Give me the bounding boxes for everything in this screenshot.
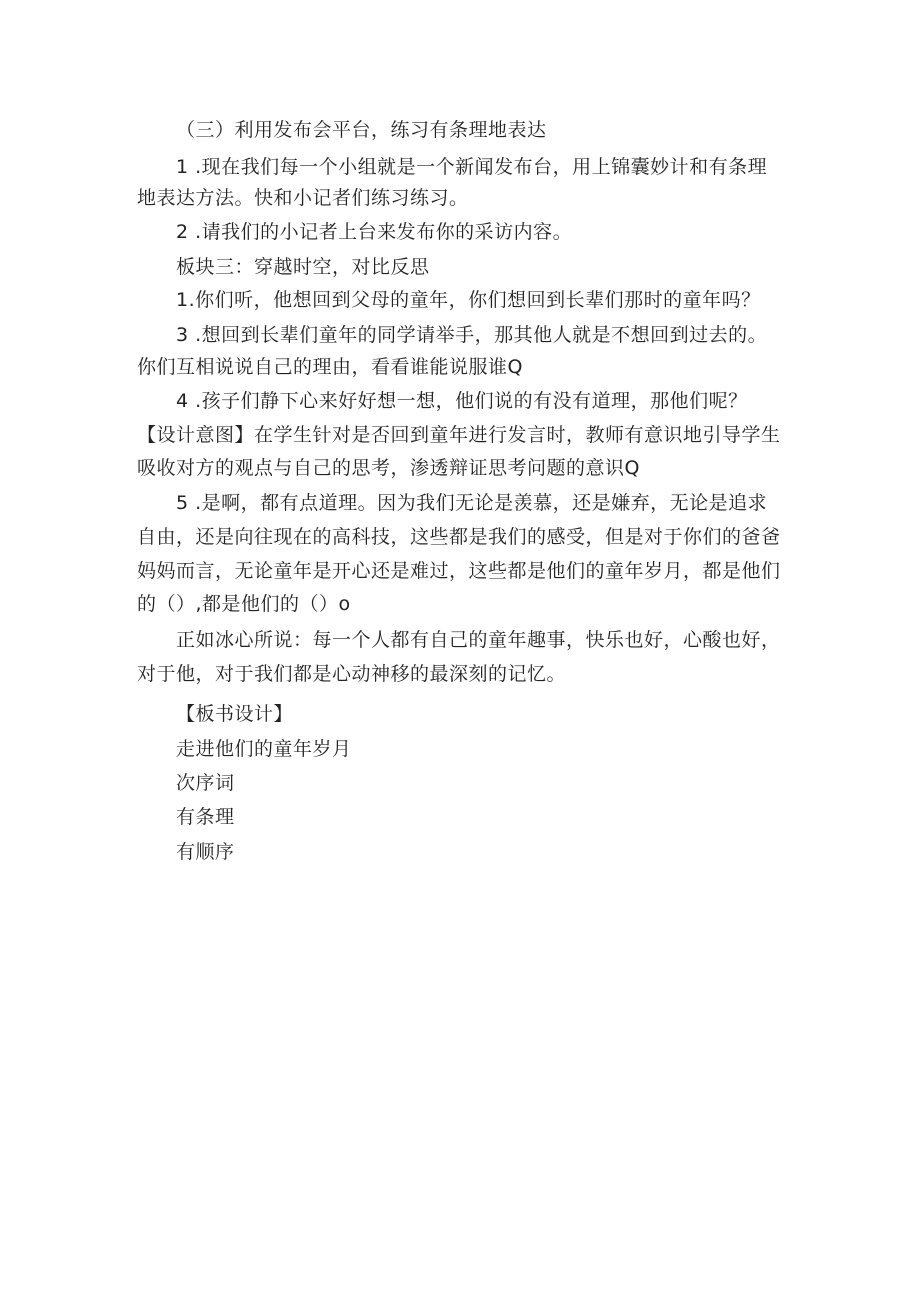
item-1-line-1: 1 .现在我们每一个小组就是一个新闻发布台，用上锦囊妙计和有条理: [176, 156, 768, 178]
item-1-line-2: 地表达方法。快和小记者们练习练习。: [137, 187, 469, 209]
question-5-line-2: 自由，还是向往现在的高科技，这些都是我们的感受，但是对于你们的爸爸: [137, 526, 781, 548]
board-item-4: 有顺序: [176, 841, 235, 863]
board-item-2: 次序词: [176, 772, 235, 794]
quote-line-2: 对于他，对于我们都是心动神移的最深刻的记忆。: [137, 663, 567, 685]
question-5-line-3: 妈妈而言，无论童年是开心还是难过，这些都是他们的童年岁月，都是他们: [137, 560, 781, 582]
board-item-3: 有条理: [176, 806, 235, 828]
question-4: 4 .孩子们静下心来好好想一想，他们说的有没有道理，那他们呢？: [176, 390, 748, 412]
section-heading: （三）利用发布会平台，练习有条理地表达: [176, 119, 547, 141]
question-5-line-1: 5 .是啊，都有点道理。因为我们无论是羡慕，还是嫌弃，无论是追求: [176, 492, 768, 514]
question-1: 1.你们听，他想回到父母的童年，你们想回到长辈们那时的童年吗？: [176, 289, 761, 311]
question-3-line-1: 3 .想回到长辈们童年的同学请举手，那其他人就是不想回到过去的。: [176, 324, 768, 346]
design-intent-line-2: 吸收对方的观点与自己的思考，渗透辩证思考问题的意识Q: [137, 457, 640, 479]
item-2: 2 .请我们的小记者上台来发布你的采访内容。: [176, 221, 573, 243]
question-5-line-4: 的（）,都是他们的（）o: [137, 593, 351, 615]
board-item-1: 走进他们的童年岁月: [176, 738, 352, 760]
question-3-line-2: 你们互相说说自己的理由，看看谁能说服谁Q: [137, 356, 523, 378]
design-intent-line-1: 【设计意图】在学生针对是否回到童年进行发言时，教师有意识地引导学生: [137, 424, 781, 446]
block-3-title: 板块三：穿越时空，对比反思: [176, 256, 430, 278]
board-design-title: 【板书设计】: [176, 703, 294, 725]
quote-line-1: 正如冰心所说：每一个人都有自己的童年趣事，快乐也好，心酸也好，: [176, 629, 781, 651]
